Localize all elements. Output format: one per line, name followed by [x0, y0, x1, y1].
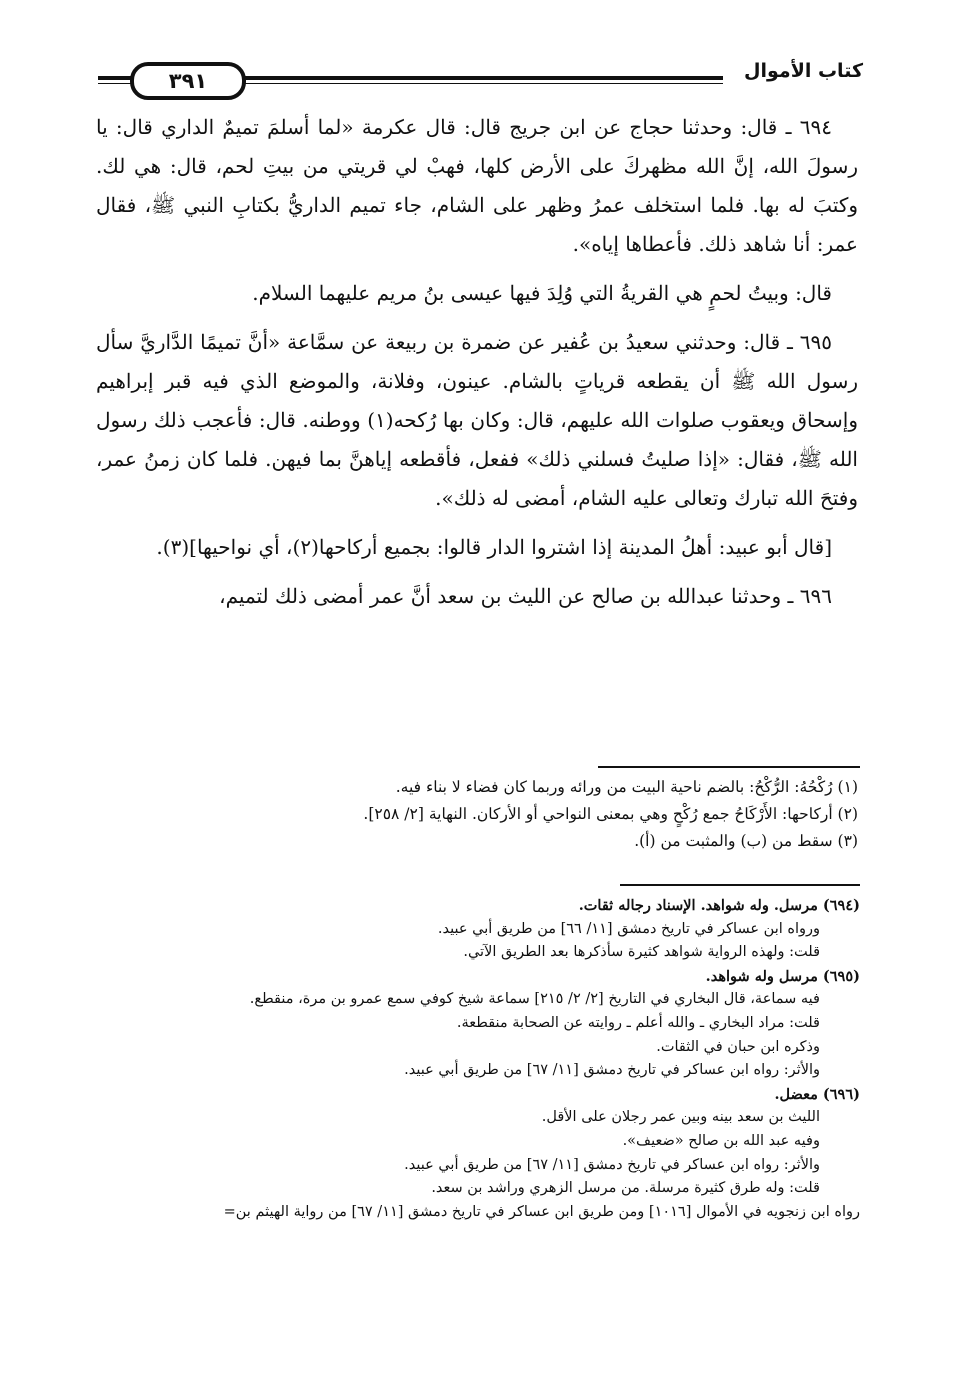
paragraph-696: ٦٩٦ ـ وحدثنا عبدالله بن صالح عن الليث بن سعد أنَّ عمر أمضى ذلك لتميم،	[219, 584, 832, 608]
footnote-2: (٢) أركاحها: الأَرْكَاحُ جمع رُكْحٍ وهي بمعنى النواحي أو الأركان. النهاية [٢/ ٢٥٨].	[363, 805, 858, 823]
takhrij-line-continued: رواه ابن زنجويه في الأموال [١٠١٦] ومن طريق ابن عساكر في تاريخ دمشق [١١/ ٦٧] من رواية الهيثم بن=	[223, 1203, 860, 1220]
main-text	[96, 108, 858, 626]
takhrij-line: الليث بن سعد بينه وبين عمر رجلان على الأقل.	[541, 1109, 820, 1126]
takhrij-notes	[88, 894, 860, 1224]
takhrij-line: وذكره ابن حبان في الثقات.	[656, 1038, 820, 1055]
takhrij-line: والأثر: رواه ابن عساكر في تاريخ دمشق [١١/ ٦٧] من طريق أبي عبيد.	[404, 1156, 820, 1173]
page-header	[98, 52, 863, 96]
takhrij-line: وفيه عبد الله بن صالح «ضعيف».	[622, 1132, 820, 1149]
takhrij-line: قلت: مراد البخاري ـ والله أعلم ـ روايته عن الصحابة منقطعة.	[456, 1014, 820, 1031]
footnote-3: (٣) سقط من (ب) والمثبت من (أ).	[634, 832, 858, 850]
paragraph-695: ٦٩٥ ـ قال: وحدثني سعيدُ بن عُفير عن ضمرة بن ربيعة عن سمَّاعة «أنَّ تميمًا الدَّاريَّ سأل رسول الله ﷺ أن يقطعه قرياتٍ بالشام. عينون، وفلانة، والموضع الذي فيه قبر إبراهيم وإسحاق ويعقوب صلوات الله عليهم، قال: وكان بها رُكحه(١) ووطنه. قال: فأعجب ذلك رسول الله ﷺ، فقال: «إذا صليتُ فسلني ذلك» ففعل، فأقطعه إياهنَّ بما فيهن. فلما كان زمنُ عمر، وفتحَ الله تبارك وتعالى عليه الشام، أمضى له ذلك».	[96, 330, 858, 510]
takhrij-line: والأثر: رواه ابن عساكر في تاريخ دمشق [١١/ ٦٧] من طريق أبي عبيد.	[404, 1062, 820, 1079]
takhrij-separator	[620, 884, 860, 886]
book-title: كتاب الأموال	[744, 60, 863, 82]
takhrij-line: ورواه ابن عساكر في تاريخ دمشق [١١/ ٦٦] من طريق أبي عبيد.	[437, 920, 820, 937]
takhrij-head-694: (٦٩٤) مرسل. وله شواهد. الإسناد رجاله ثقات.	[578, 897, 860, 914]
header-rule	[98, 64, 723, 94]
footnotes	[96, 774, 858, 855]
footnote-separator	[598, 766, 860, 768]
takhrij-line: قلت: ولهذه الرواية شواهد كثيرة سأذكرها بعد الطريق الآتي.	[463, 944, 820, 961]
paragraph-abu-ubaid: [قال أبو عبيد: أهلُ المدينة إذا اشتروا الدار قالوا: بجميع أركاحها(٢)، أي نواحيها](٣).	[156, 535, 832, 559]
paragraph-bethlehem: قال: وبيتُ لحمٍ هي القريةُ التي وُلِدَ فيها عيسى بنُ مريم عليهما السلام.	[252, 281, 832, 305]
takhrij-head-695: (٦٩٥) مرسل وله شواهد.	[705, 967, 860, 985]
takhrij-head-696: (٦٩٦) معضل.	[774, 1085, 860, 1103]
takhrij-line: فيه سماعة، قال البخاري في التاريخ [٢/ ٢/ ٢١٥] سماعة شيخ كوفي سمع عمرو بن مرة، منقطع.	[249, 991, 820, 1008]
page-number: ٣٩١	[130, 62, 246, 100]
takhrij-line: قلت: وله طرق كثيرة مرسلة. من مرسل الزهري وراشد بن سعد.	[431, 1180, 820, 1197]
paragraph-694: ٦٩٤ ـ قال: وحدثنا حجاج عن ابن جريج قال: قال عكرمة «لما أسلمَ تميمٌ الداري قال: يا رسولَ الله، إنَّ الله مظهركَ على الأرض كلها، فهبْ لي قريتي من بيتِ لحم، قال: هي لك. وكتبَ له بها. فلما استخلف عمرُ وظهر على الشام، جاء تميم الداريُّ بكتابِ النبي ﷺ، فقال عمر: أنا شاهد ذلك. فأعطاها إياه».	[96, 115, 858, 256]
footnote-1: (١) رُكْحُهُ: الرُّكْحُ: بالضم ناحية البيت من ورائه وربما كان فضاء لا بناء فيه.	[395, 778, 858, 796]
